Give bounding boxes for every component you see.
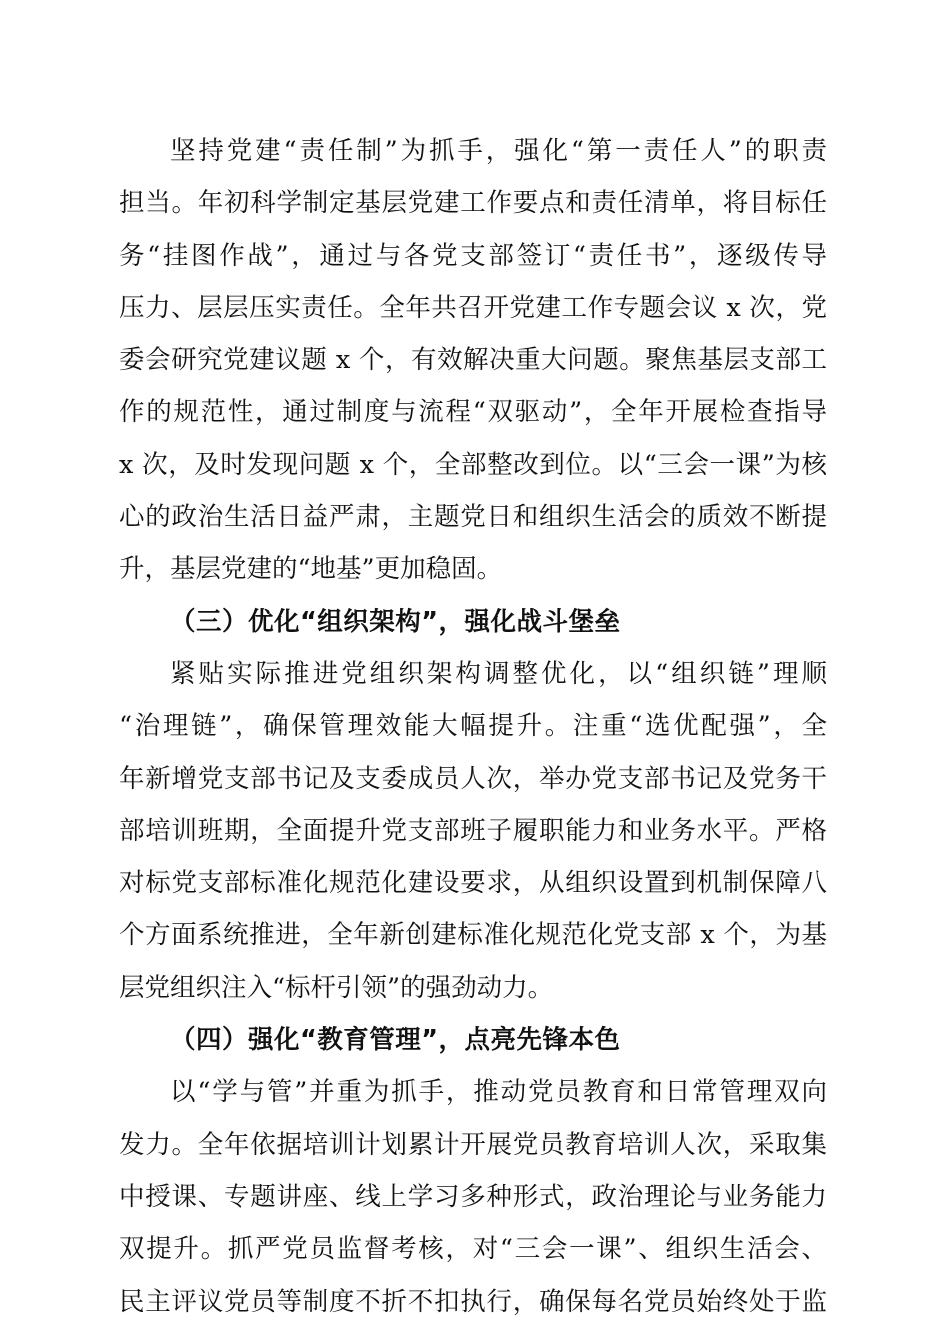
paragraph-line: 民主评议党员等制度不折不扣执行，确保每名党员始终处于监	[119, 1286, 827, 1317]
paragraph-line: 委会研究党建议题 x 个，有效解决重大问题。聚焦基层支部工	[119, 345, 827, 376]
paragraph-line: 中授课、专题讲座、线上学习多种形式，政治理论与业务能力	[119, 1181, 827, 1212]
paragraph-line: 担当。年初科学制定基层党建工作要点和责任清单，将目标任	[119, 188, 827, 219]
paragraph-line: 紧贴实际推进党组织架构调整优化，以“组织链”理顺	[170, 658, 827, 689]
paragraph-line: 个方面系统推进，全年新创建标准化规范化党支部 x 个，为基	[119, 920, 827, 951]
paragraph-line: 以“学与管”并重为抓手，推动党员教育和日常管理双向	[170, 1077, 827, 1108]
paragraph-line: 心的政治生活日益严肃，主题党日和组织生活会的质效不断提	[119, 502, 827, 533]
paragraph-line: 发力。全年依据培训计划累计开展党员教育培训人次，采取集	[119, 1129, 827, 1160]
paragraph-line: 压力、层层压实责任。全年共召开党建工作专题会议 x 次，党	[119, 292, 827, 323]
paragraph-line: 升，基层党建的“地基”更加稳固。	[119, 554, 503, 585]
paragraph-line: 作的规范性，通过制度与流程“双驱动”，全年开展检查指导	[119, 397, 827, 428]
paragraph-line: x 次，及时发现问题 x 个，全部整改到位。以“三会一课”为核	[119, 449, 827, 480]
paragraph-line: 部培训班期，全面提升党支部班子履职能力和业务水平。严格	[119, 815, 827, 846]
paragraph-line: 对标党支部标准化规范化建设要求，从组织设置到机制保障八	[119, 868, 827, 899]
paragraph-line: 双提升。抓严党员监督考核，对“三会一课”、组织生活会、	[119, 1234, 827, 1265]
paragraph-line: 务“挂图作战”，通过与各党支部签订“责任书”，逐级传导	[119, 240, 827, 271]
paragraph-line: 层党组织注入“标杆引领”的强劲动力。	[119, 972, 554, 1003]
paragraph-responsibility	[119, 125, 827, 596]
paragraph-line: 坚持党建“责任制”为抓手，强化“第一责任人”的职责	[170, 136, 827, 166]
paragraph-education	[119, 1066, 827, 1327]
paragraph-organization	[119, 648, 827, 1014]
paragraph-line: 年新增党支部书记及支委成员人次，举办党支部书记及党务干	[119, 763, 827, 794]
section-heading-3: （三）优化“组织架构”，强化战斗堡垒	[170, 606, 621, 637]
paragraph-line: “治理链”，确保管理效能大幅提升。注重“选优配强”，全	[119, 711, 827, 742]
document-body	[119, 125, 827, 1328]
section-heading-4: （四）强化“教育管理”，点亮先锋本色	[170, 1025, 621, 1056]
